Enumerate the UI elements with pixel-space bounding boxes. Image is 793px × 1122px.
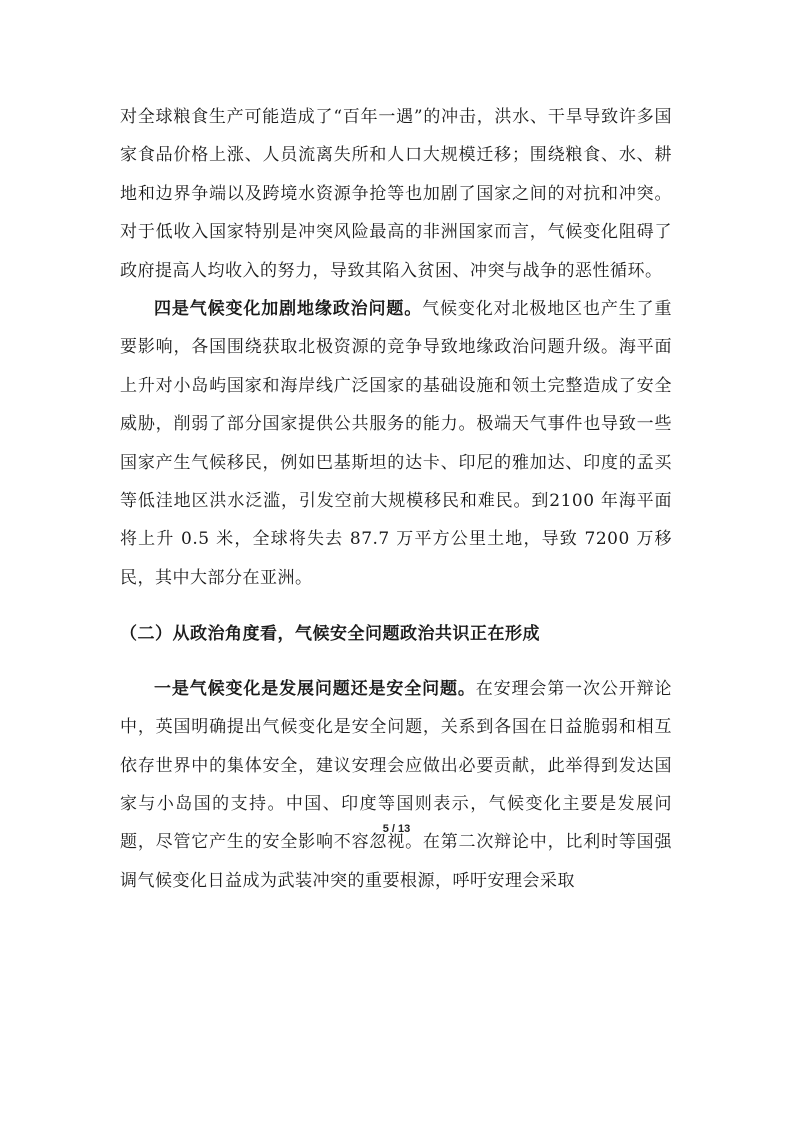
- paragraph-lead: 四是气候变化加剧地缘政治问题。: [154, 299, 423, 320]
- paragraph-text: 在安理会第一次公开辩论中，英国明确提出气候变化是安全问题，关系到各国在日益脆弱和相互依存世界中的集体安全，建议安理会应做出必要贡献，此举得到发达国家与小岛国的支持。中国、印度等国则表示，气候变化主要是发展问题，尽管它产生的安全影响不容忽视。在第二次辩论中，比利时等国强调气候变化日益成为武装冲突的重要根源，呼吁安理会采取: [120, 678, 672, 891]
- paragraph-text: 气候变化对北极地区也产生了重要影响，各国围绕获取北极资源的竞争导致地缘政治问题升级。海平面上升对小岛屿国家和海岸线广泛国家的基础设施和领土完整造成了安全威胁，削弱了部分国家提供公共服务的能力。极端天气事件也导致一些国家产生气候移民，例如巴基斯坦的达卡、印尼的雅加达、印度的孟买等低洼地区洪水泛滥，引发空前大规模移民和难民。到2100 年海平面将上升 0.5 米，全球将失去 87.7 万平方公里土地，导致 7200 万移民，其中大部分在亚洲。: [120, 299, 672, 588]
- section-heading: （二）从政治角度看，气候安全问题政治共识正在形成: [120, 624, 540, 645]
- paragraph-food-conflict: [120, 98, 672, 290]
- page-number: 5 / 13: [382, 823, 411, 835]
- page-body: [120, 98, 672, 900]
- paragraph-lead: 一是气候变化是发展问题还是安全问题。: [154, 678, 476, 699]
- paragraph-security-debate: [120, 670, 672, 900]
- paragraph-text: 对全球粮食生产可能造成了“百年一遇”的冲击，洪水、干旱导致许多国家食品价格上涨、人员流离失所和人口大规模迁移；围绕粮食、水、耕地和边界争端以及跨境水资源争抢等也加剧了国家之间的对抗和冲突。对于低收入国家特别是冲突风险最高的非洲国家而言，气候变化阻碍了政府提高人均收入的努力，导致其陷入贫困、冲突与战争的恶性循环。: [120, 107, 672, 281]
- paragraph-geopolitics: [120, 290, 672, 597]
